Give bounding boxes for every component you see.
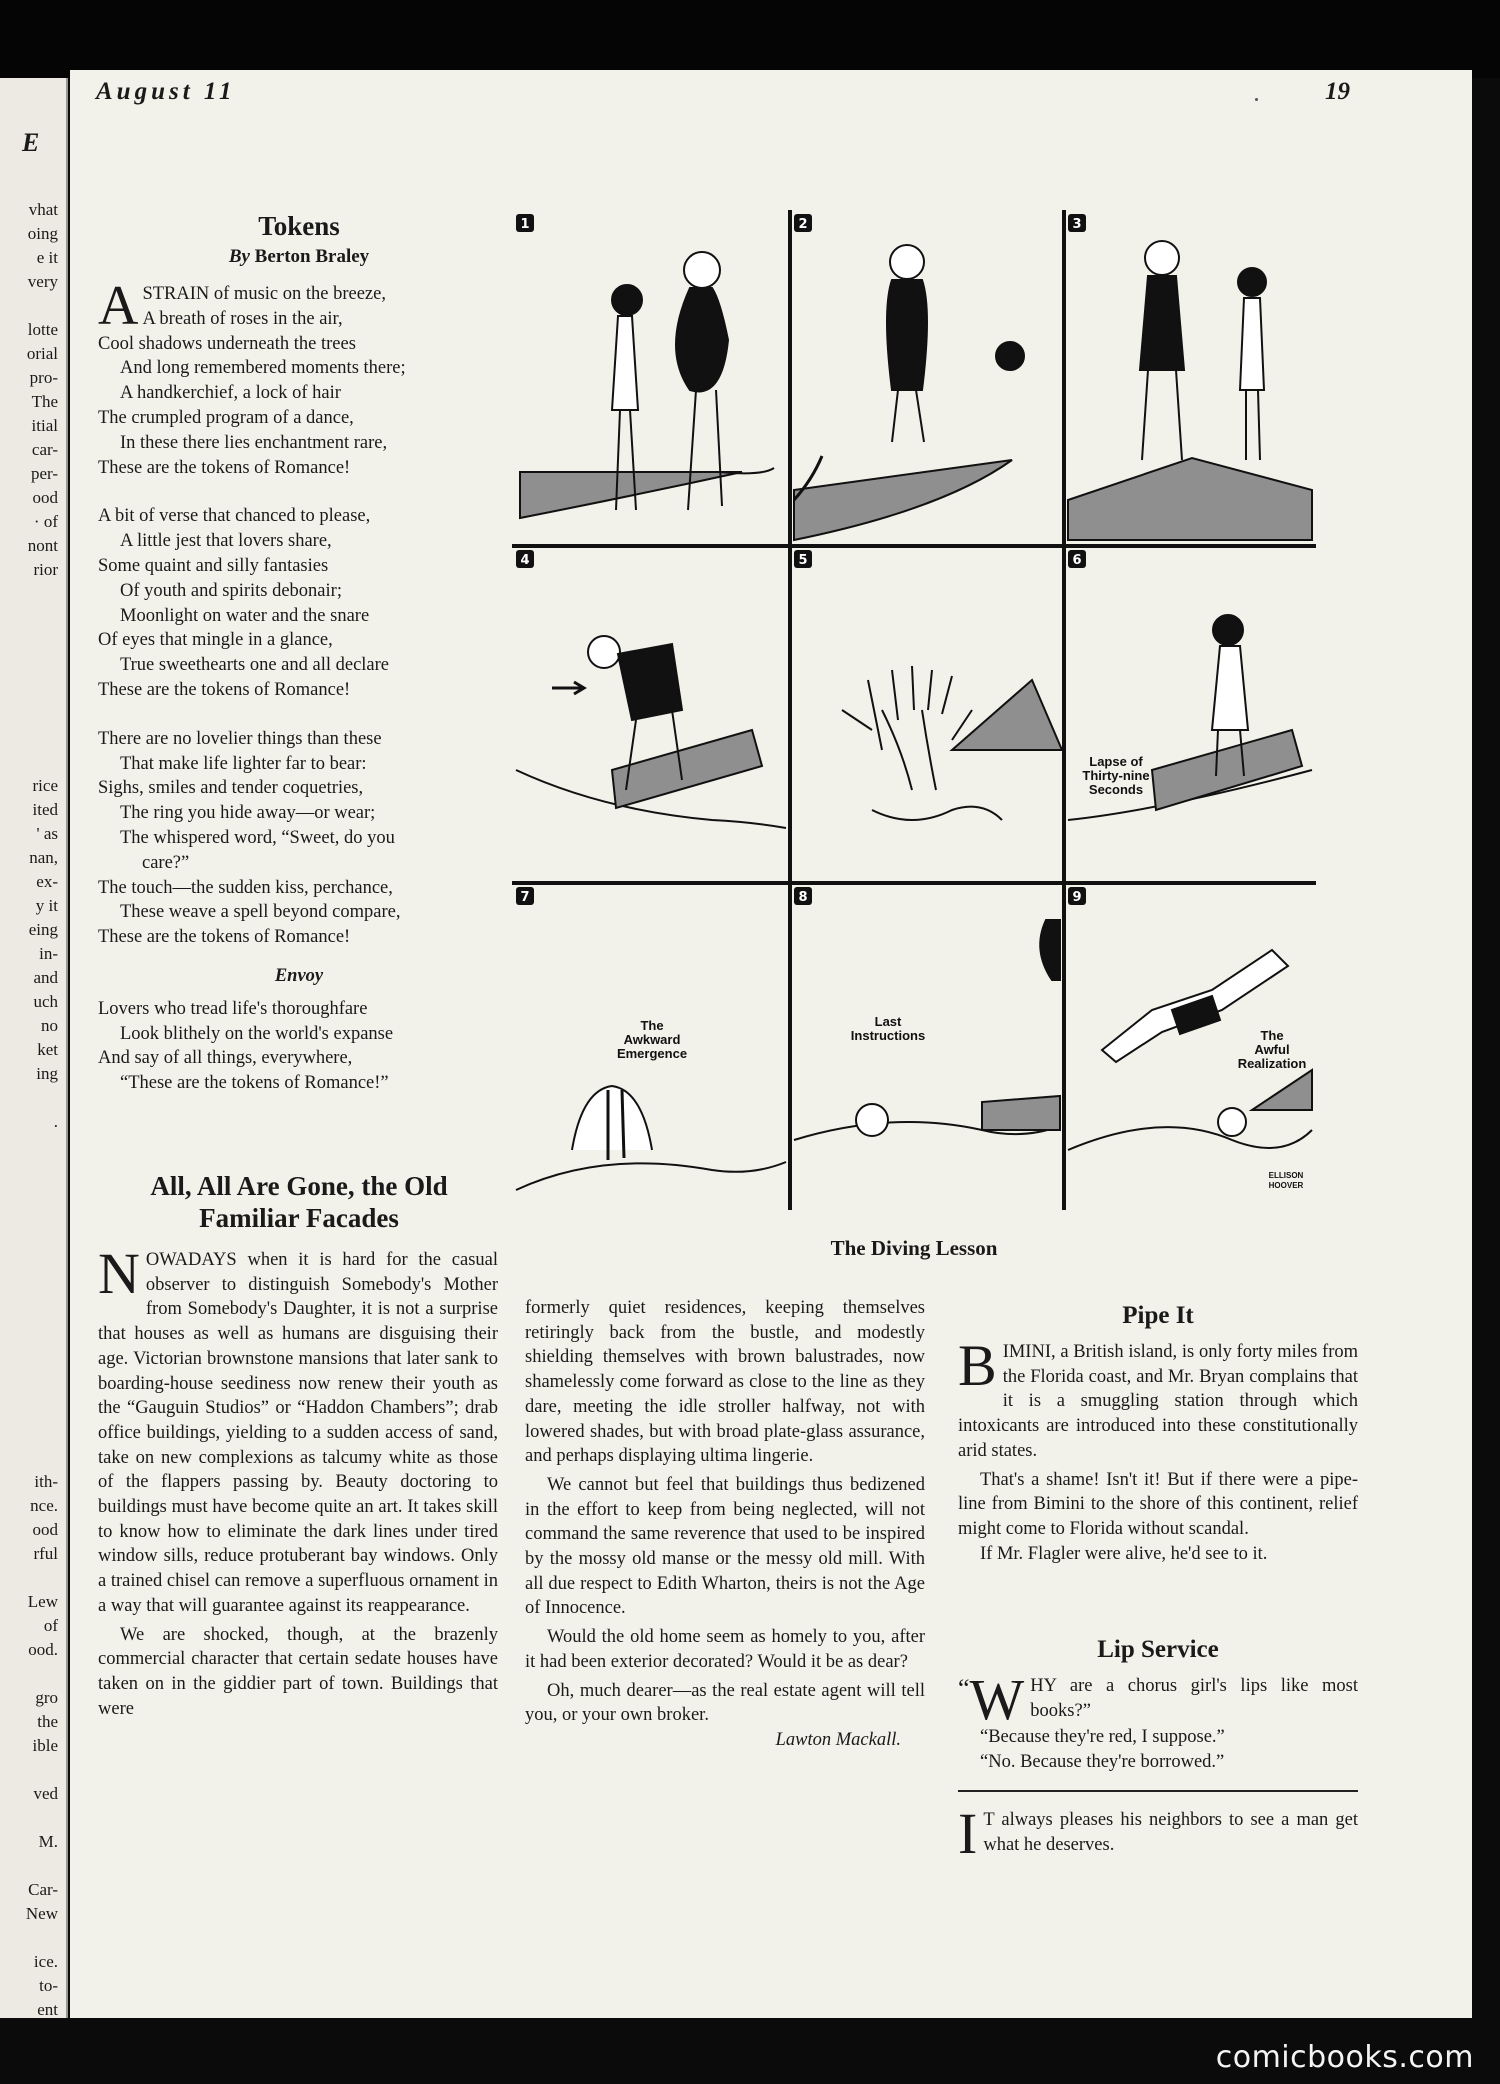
previous-page-fragment: in- xyxy=(39,944,58,963)
previous-page-fragment: nce. xyxy=(30,1496,58,1515)
panel-6-label: Thirty-nine xyxy=(1082,768,1150,783)
panel-6-label: Seconds xyxy=(1088,782,1144,797)
poem-line: In these there lies enchantment rare, xyxy=(120,432,388,453)
poem-line: These are the tokens of Romance! xyxy=(98,457,351,478)
poem-line: The crumpled program of a dance, xyxy=(98,407,354,428)
previous-page-fragment: nan, xyxy=(29,848,58,867)
lip-service-paragraph: “ W HY are a chorus girl's lips like most books?” xyxy=(958,1667,1358,1732)
panel-9-label: Awful xyxy=(1254,1042,1290,1057)
previous-page-fragment: pro- xyxy=(29,368,58,387)
lip-service-drop-cap: W xyxy=(969,1667,1025,1732)
panel-8 xyxy=(794,920,1060,1140)
previous-page-fragment: ith- xyxy=(34,1472,58,1491)
previous-page-fragment: New xyxy=(25,1904,58,1923)
poem-line: These are the tokens of Romance! xyxy=(98,679,351,700)
watermark: comicbooks.com xyxy=(1215,2040,1474,2075)
artist-signature: HOOVER xyxy=(1268,1181,1304,1190)
previous-page-fragment: itial xyxy=(31,416,58,435)
previous-page-fragment: ood xyxy=(32,488,58,507)
panel-8-label: Instructions xyxy=(850,1028,926,1043)
panel-3 xyxy=(1068,241,1312,540)
poem-line: And long remembered moments there; xyxy=(120,358,406,379)
panel-number: 1 xyxy=(520,217,530,232)
article-paragraph: Would the old home seem as homely to you, after it had been exterior decorated? Would it be as dear? xyxy=(525,1627,925,1672)
poem-line: Look blithely on the world's expanse xyxy=(120,1023,394,1044)
poem-line: These weave a spell beyond compare, xyxy=(120,902,401,923)
panel-number: 3 xyxy=(1072,217,1082,232)
panel-number: 9 xyxy=(1072,890,1082,905)
previous-page-letter: E xyxy=(22,128,40,157)
poem-line: The whispered word, “Sweet, do you xyxy=(120,827,395,848)
previous-page-fragment: y it xyxy=(35,896,58,915)
section-divider xyxy=(958,1790,1358,1792)
poem-drop-cap: A xyxy=(98,275,139,337)
poem-line: Lovers who tread life's thoroughfare xyxy=(98,998,368,1019)
lip-service-paragraph: “No. Because they're borrowed.” xyxy=(980,1752,1225,1773)
article-paragraph: Oh, much dearer—as the real estate agent will tell you, or your own broker. xyxy=(525,1680,925,1726)
previous-page-fragment: · of xyxy=(33,512,58,531)
previous-page-fragment: ' as xyxy=(36,824,58,843)
article-title-line-1: All, All Are Gone, the Old xyxy=(150,1171,448,1201)
previous-page-fragment: oing xyxy=(27,224,58,243)
poem-line: care?” xyxy=(142,852,190,873)
article-title xyxy=(98,1170,500,1234)
previous-page-fragment: gro xyxy=(35,1688,58,1707)
poem-line: There are no lovelier things than these xyxy=(98,728,382,749)
poem-line: These are the tokens of Romance! xyxy=(98,927,351,948)
article-paragraph: formerly quiet residences, keeping themselves retiringly back from the bustle, and modestly shielding themselves with brown balustrades, now shamelessly come forward as close to the line as they dare, meeting the idle stroller halfway, not with lowered shades, but with broad plate-glass assurance, and perhaps displaying ultima lingerie. xyxy=(525,1298,925,1467)
previous-page-fragment: ood. xyxy=(28,1640,58,1659)
poem-line: “These are the tokens of Romance!” xyxy=(120,1073,389,1094)
previous-page-fragment: to- xyxy=(39,1976,58,1995)
poem-line: And say of all things, everywhere, xyxy=(98,1048,353,1069)
poem-line: A little jest that lovers share, xyxy=(120,531,332,552)
article-signature: Lawton Mackall. xyxy=(775,1729,901,1750)
panel-number: 7 xyxy=(520,890,530,905)
issue-date: August 11 xyxy=(96,78,236,105)
panel-7-label: The xyxy=(640,1018,664,1033)
poem-title: Tokens xyxy=(258,211,340,241)
previous-page-fragment: . xyxy=(53,1112,58,1131)
previous-page-fragment: lotte xyxy=(27,320,58,339)
previous-page-fragment: ible xyxy=(32,1736,58,1755)
panel-number: 2 xyxy=(798,217,808,232)
poem-body xyxy=(98,275,500,1096)
previous-page-fragment: of xyxy=(43,1616,58,1635)
poem-line: Of youth and spirits debonair; xyxy=(120,580,342,601)
previous-page-fragment: very xyxy=(27,272,58,291)
poem-line: That make life lighter far to bear: xyxy=(120,753,367,774)
previous-page-fragment: Lew xyxy=(27,1592,58,1611)
artist-signature: ELLISON xyxy=(1268,1171,1304,1180)
pipe-it-body xyxy=(958,1333,1358,1566)
panel-number: 5 xyxy=(798,553,808,568)
comic-caption: The Diving Lesson xyxy=(830,1236,998,1260)
pipe-it-paragraph: BIMINI, a British island, is only forty miles from the Florida coast, and Mr. Bryan complains that it is a smuggling station through which intoxicants are introduced into these constitutionally arid states. xyxy=(958,1333,1358,1461)
poem-line: A breath of roses in the air, xyxy=(142,308,343,329)
previous-page-fragment: orial xyxy=(26,344,58,363)
panel-number: 6 xyxy=(1072,553,1082,568)
page-number: 19 xyxy=(1325,78,1350,105)
previous-page-fragment: ved xyxy=(33,1784,58,1803)
filler-drop-cap: I xyxy=(958,1801,978,1866)
previous-page-fragment: ited xyxy=(32,800,58,819)
previous-page-fragment: ent xyxy=(37,2000,58,2018)
previous-page-fragment: rior xyxy=(33,560,58,579)
poem-line: A handkerchief, a lock of hair xyxy=(120,383,341,404)
previous-page-fragment: the xyxy=(37,1712,58,1731)
poem-line: Some quaint and silly fantasies xyxy=(98,555,329,576)
previous-page-edge xyxy=(0,78,68,2018)
envoy-heading: Envoy xyxy=(274,965,324,986)
previous-page-fragment: e it xyxy=(36,248,58,267)
poem-line: Sighs, smiles and tender coquetries, xyxy=(98,778,364,799)
previous-page-fragment: ing xyxy=(36,1064,58,1083)
article-drop-cap: N xyxy=(98,1241,140,1306)
panel-number: 4 xyxy=(520,553,530,568)
poem-line: Of eyes that mingle in a glance, xyxy=(98,630,333,651)
panel-7-label: Awkward xyxy=(623,1032,681,1047)
poem-byline xyxy=(98,246,500,268)
previous-page-fragment: ice. xyxy=(33,1952,58,1971)
pipe-it-title: Pipe It xyxy=(1122,1302,1194,1329)
panel-9-label: Realization xyxy=(1237,1056,1307,1071)
panel-7 xyxy=(516,1086,786,1190)
diving-lesson-comic xyxy=(512,210,1316,1232)
panel-4 xyxy=(516,636,786,828)
poem-line: A bit of verse that chanced to please, xyxy=(98,506,371,527)
page-speck xyxy=(1255,98,1258,101)
filler-joke: I T always pleases his neighbors to see a man get what he deserves. xyxy=(958,1801,1358,1866)
lip-service-open-quote: “ xyxy=(958,1674,970,1703)
previous-page-fragment: no xyxy=(41,1016,58,1035)
previous-page-fragment: ket xyxy=(37,1040,58,1059)
lip-service-title: Lip Service xyxy=(1097,1636,1219,1663)
stanza-gap xyxy=(98,703,500,727)
article-title-line-2: Familiar Facades xyxy=(199,1203,399,1233)
poem-line: A STRAIN of music on the breeze, xyxy=(98,275,386,337)
previous-page-fragment: per- xyxy=(30,464,58,483)
poem-line: True sweethearts one and all declare xyxy=(120,655,389,676)
scan-top-border xyxy=(0,0,1500,78)
previous-page-fragment: vhat xyxy=(28,200,58,219)
previous-page-fragment: ex- xyxy=(36,872,58,891)
panel-1 xyxy=(520,252,774,518)
article-paragraph: We are shocked, though, at the brazenly commercial character that certain sedate houses have taken on in the giddier part of town. Buildings that were xyxy=(98,1624,498,1719)
poem-line: Moonlight on water and the snare xyxy=(120,605,370,626)
article-paragraph: NOWADAYS when it is hard for the casual observer to distinguish Somebody's Mother from Somebody's Daughter, it is not a surprise that houses as well as humans are disguising their age. Victorian brownstone mansions that later sank to boarding-house seediness now renew their youth as the “Gauguin Studios” or “Haddon Chambers”; drab office buildings, yielding to a sudden access of sand, take on new complexions as talcumy white as those of the flappers passing by. Beauty doctoring to buildings must have become quite an art. It takes skill to know how to eliminate the dark lines under tired window sills, reduce protuberant bay windows. Only a trained chisel can remove a superfluous ornament in a way that will guarantee against its reappearance. xyxy=(98,1241,498,1616)
panel-9-label: The xyxy=(1260,1028,1284,1043)
poem-line: The ring you hide away—or wear; xyxy=(120,803,376,824)
panel-6-label: Lapse of xyxy=(1089,754,1143,769)
panel-8-label: Last xyxy=(874,1014,902,1029)
panel-2 xyxy=(794,245,1024,540)
panel-number: 8 xyxy=(798,890,808,905)
article-paragraph: We cannot but feel that buildings thus bedizened in the effort to keep from being neglected, will not command the same reverence that used to be inspired by the mossy old manse or the messy old mill. With all due respect to Edith Wharton, theirs is not the Age of Innocence. xyxy=(525,1474,925,1619)
byline-by: By xyxy=(228,246,250,267)
article-column-1 xyxy=(98,1241,498,1721)
panel-7-label: Emergence xyxy=(616,1046,688,1061)
previous-page-fragment: M. xyxy=(38,1832,58,1851)
previous-page-fragment: The xyxy=(31,392,58,411)
lip-service-paragraph: “Because they're red, I suppose.” xyxy=(980,1727,1225,1748)
previous-page-fragment: and xyxy=(33,968,58,987)
byline-author: Berton Braley xyxy=(254,246,370,267)
previous-page-fragment: eing xyxy=(28,920,58,939)
previous-page-fragment: uch xyxy=(33,992,58,1011)
pipe-it-paragraph: If Mr. Flagler were alive, he'd see to it. xyxy=(980,1543,1268,1564)
previous-page-fragment: rful xyxy=(33,1544,58,1563)
pipe-it-drop-cap: B xyxy=(958,1333,997,1398)
previous-page-fragment: Car- xyxy=(28,1880,58,1899)
poem-line: The touch—the sudden kiss, perchance, xyxy=(98,877,393,898)
previous-page-fragment: ood xyxy=(32,1520,58,1539)
previous-page-fragment: rice xyxy=(32,776,58,795)
stanza-gap xyxy=(98,480,500,504)
previous-page-fragment: car- xyxy=(31,440,58,459)
lip-service-body xyxy=(958,1667,1358,1775)
poem-line: Cool shadows underneath the trees xyxy=(98,333,356,354)
pipe-it-paragraph: That's a shame! Isn't it! But if there were a pipe-line from Bimini to the shore of this continent, relief might come to Florida without scandal. xyxy=(958,1469,1358,1539)
previous-page-fragment: nont xyxy=(27,536,58,555)
article-column-2 xyxy=(525,1296,925,1753)
panel-5 xyxy=(842,666,1062,820)
